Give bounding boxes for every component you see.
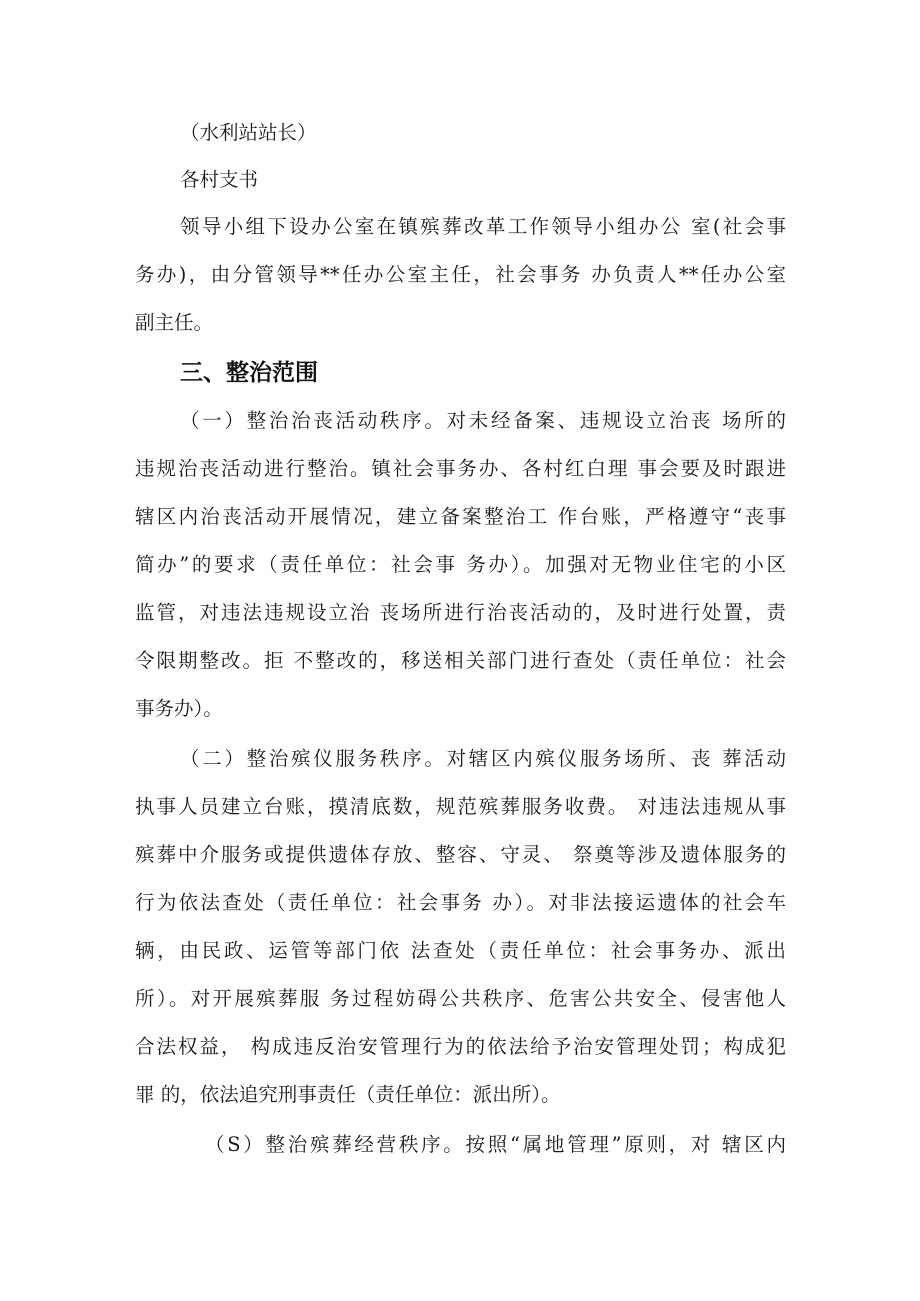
text-line: 领导小组下设办公室在镇殡葬改革工作领导小组办公 室(社会事 <box>180 215 786 238</box>
text-line: 合法权益， 构成违反治安管理行为的依法给予治安管理处罚；构成犯 <box>135 1035 786 1058</box>
text-line: （S）整治殡葬经营秩序。按照“属地管理”原则，对 辖区内 <box>205 1133 786 1156</box>
text-line: 违规治丧活动进行整治。镇社会事务办、各村红白理 事会要及时跟进 <box>135 457 786 480</box>
text-line: 殡葬中介服务或提供遗体存放、整容、守灵、 祭奠等涉及遗体服务的 <box>135 843 786 866</box>
text-line: 辖区内治丧活动开展情况，建立备案整治工 作台账，严格遵守“丧事 <box>135 505 786 528</box>
text-line: 所）。对开展殡葬服 务过程妨碍公共秩序、危害公共安全、侵害他人 <box>135 987 786 1010</box>
text-line: 行为依法查处（责任单位：社会事务 办）。对非法接运遗体的社会车 <box>135 891 786 914</box>
text-line: 简办”的要求（责任单位：社会事 务办）。加强对无物业住宅的小区 <box>135 553 786 576</box>
text-line: 辆，由民政、运管等部门依 法查处（责任单位：社会事务办、派出 <box>135 939 786 962</box>
text-line: 务办)，由分管领导**任办公室主任，社会事务 办负责人**任办公室 <box>135 263 786 286</box>
text-line: （水利站站长） <box>180 121 317 144</box>
text-line: 各村支书 <box>180 168 259 191</box>
text-line: 令限期整改。拒 不整改的，移送相关部门进行查处（责任单位：社会 <box>135 649 786 672</box>
text-line: 执事人员建立台账，摸清底数，规范殡葬服务收费。 对违法违规从事 <box>135 795 786 818</box>
section-heading: 三、整治范围 <box>180 360 318 386</box>
text-line: 副主任。 <box>135 311 214 334</box>
text-line: 监管，对违法违规设立治 丧场所进行治丧活动的，及时进行处置，责 <box>135 601 786 624</box>
text-line: 罪 的，依法追究刑事责任（责任单位：派出所）。 <box>135 1083 561 1106</box>
text-line: （二）整治殡仪服务秩序。对辖区内殡仪服务场所、丧 葬活动 <box>180 747 786 770</box>
text-line: 事务办）。 <box>135 697 223 720</box>
text-line: （一）整治治丧活动秩序。对未经备案、违规设立治丧 场所的 <box>180 409 786 432</box>
